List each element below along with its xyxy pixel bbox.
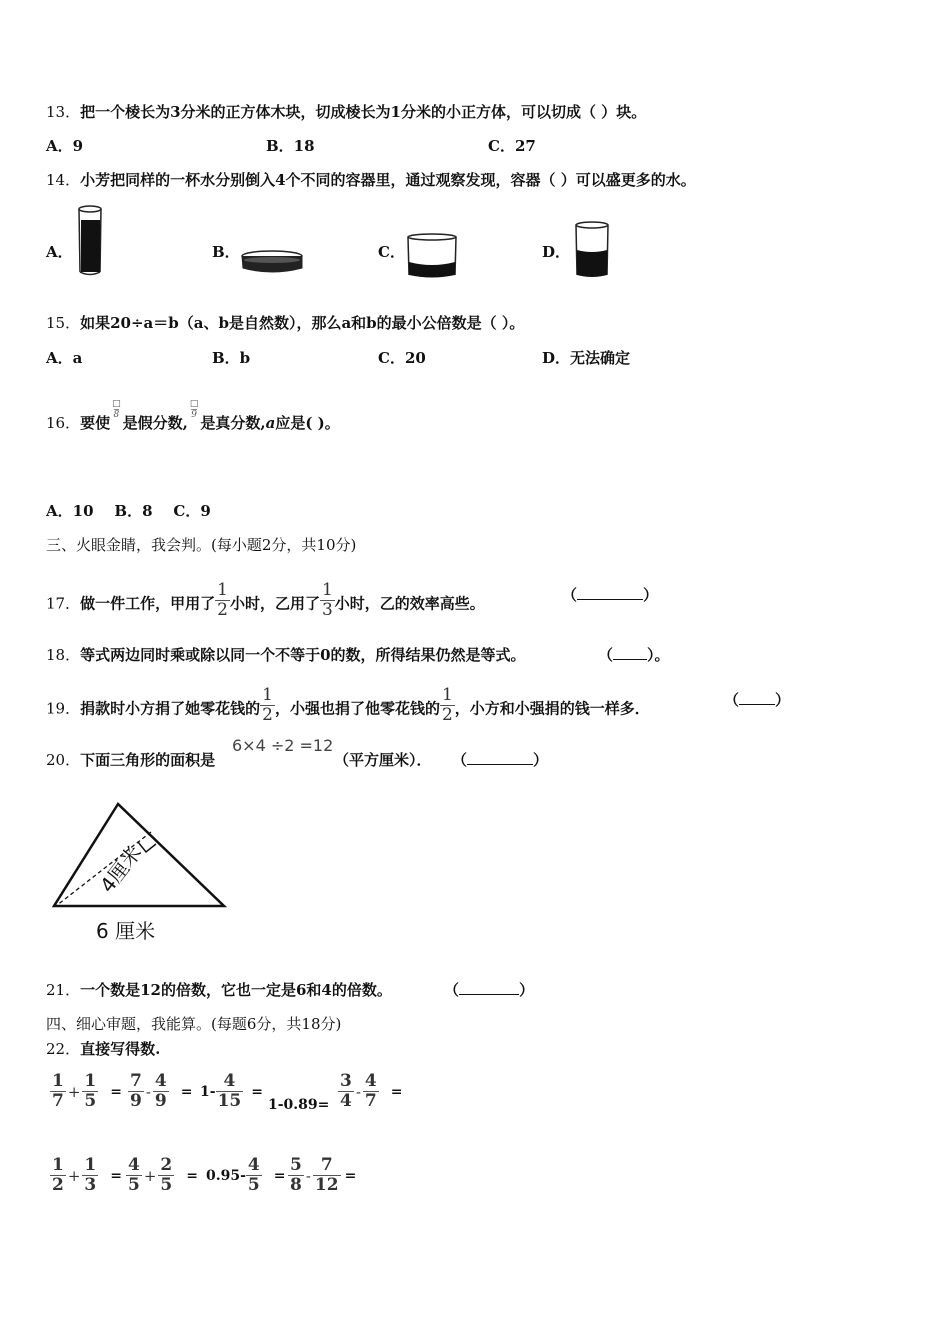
paren-close: ） (775, 691, 791, 709)
section-4-title: 四、细心审题，我能算。(每题6分，共18分) (46, 1015, 342, 1033)
expression-prefix: 0.95- (206, 1167, 246, 1184)
calc-expression[interactable] (200, 1072, 263, 1111)
question-21 (46, 980, 392, 1000)
blank-line[interactable] (577, 585, 643, 600)
blank-line[interactable] (459, 980, 519, 995)
question-20 (46, 750, 215, 770)
question-text-part: 下面三角形的面积是 (80, 751, 216, 769)
equals-sign: = (110, 1083, 122, 1100)
blank-line[interactable] (613, 645, 647, 660)
blank-line[interactable] (467, 750, 533, 765)
paren-open: （ (598, 646, 614, 664)
answer-blank[interactable] (452, 750, 548, 770)
fraction-denominator: 9 (191, 410, 197, 420)
fraction-denominator: 5 (128, 1175, 140, 1195)
question-text-part: 小时，乙的效率高些。 (334, 594, 485, 613)
question-13 (46, 102, 646, 122)
question-text-part: 小时，乙用了 (229, 594, 320, 613)
equals-sign: = (390, 1083, 403, 1100)
fraction (153, 1072, 169, 1111)
blank-line[interactable] (739, 690, 775, 705)
calc-expression[interactable] (50, 1156, 122, 1195)
area-formula: 6×4 ÷2 =12 (232, 736, 334, 755)
equals-sign: = (180, 1083, 193, 1100)
fraction-denominator: 2 (262, 705, 273, 725)
flat-dish-container-image (240, 248, 306, 276)
fraction-denominator: 3 (84, 1175, 97, 1195)
operator: + (67, 1166, 81, 1185)
right-angle-mark (138, 842, 156, 852)
question-15 (46, 313, 524, 333)
fraction-over-8 (112, 399, 121, 420)
fraction (158, 1156, 174, 1195)
question-number: 20． (46, 751, 81, 769)
question-text-part: 应是( )。 (275, 414, 340, 432)
option-d[interactable]: D． (542, 243, 571, 261)
option-c[interactable]: C．20 (378, 349, 426, 367)
fraction (338, 1072, 354, 1111)
question-17 (46, 580, 485, 624)
fraction (50, 1072, 66, 1111)
fraction-numerator: 1 (84, 1071, 97, 1091)
fraction (246, 1156, 262, 1195)
fraction-denominator: 5 (247, 1175, 260, 1195)
fraction (216, 1072, 244, 1111)
fraction-denominator: 12 (314, 1175, 339, 1195)
equals-sign: = (251, 1083, 263, 1100)
question-22 (46, 1039, 160, 1059)
question-number: 22． (46, 1040, 81, 1058)
option-a[interactable]: A．9 (46, 137, 84, 155)
fraction-numerator: 1 (441, 685, 453, 705)
paren-open: （ (562, 586, 578, 604)
fraction-numerator: 5 (290, 1155, 302, 1175)
calc-expression[interactable] (50, 1072, 122, 1111)
question-text-part: 是真分数, (200, 414, 266, 432)
question-number: 18． (46, 646, 81, 664)
fraction (128, 1072, 144, 1111)
options-row[interactable]: A．10 B．8 C．9 (46, 502, 211, 520)
fraction-numerator: 4 (154, 1071, 167, 1091)
fraction-one-third (320, 581, 335, 620)
fraction-denominator: 9 (130, 1091, 142, 1111)
tall-thin-container-image (76, 204, 106, 276)
option-d[interactable]: D．无法确定 (542, 349, 631, 367)
fraction-numerator: 4 (223, 1071, 236, 1091)
fraction-numerator: 7 (130, 1071, 142, 1091)
fraction (363, 1072, 379, 1111)
fraction-denominator: 7 (52, 1091, 64, 1111)
option-c[interactable]: C．27 (488, 137, 536, 155)
section-3-title: 三、火眼金睛，我会判。(每小题2分，共10分) (46, 536, 357, 554)
calc-expression[interactable] (288, 1156, 356, 1195)
question-19 (46, 685, 650, 729)
operator: - (145, 1082, 151, 1101)
answer-blank[interactable] (724, 690, 790, 710)
unit-text: （平方厘米）． (334, 751, 432, 769)
question-text: 把一个棱长为3分米的正方体木块，切成棱长为1分米的小正方体，可以切成（ ）块。 (80, 103, 647, 121)
operator: + (67, 1082, 81, 1101)
fraction-denominator: 8 (113, 410, 120, 420)
operator: - (355, 1082, 361, 1101)
paren-open: （ (452, 751, 468, 769)
fraction-denominator: 2 (52, 1175, 64, 1195)
operator: - (305, 1166, 311, 1185)
equals-sign: = (344, 1167, 357, 1184)
fraction-numerator: 1 (52, 1155, 64, 1175)
fraction (82, 1072, 98, 1111)
question-number: 21． (46, 981, 81, 999)
question-number: 14． (46, 171, 81, 189)
medium-container-image (572, 220, 612, 280)
question-number: 15． (46, 314, 81, 332)
fraction-denominator: 2 (441, 705, 453, 725)
equals-sign: = (186, 1167, 198, 1184)
question-text-part: 捐款时小方捐了她零花钱的 (80, 699, 261, 718)
option-a[interactable]: A． (46, 243, 73, 261)
question-14 (46, 170, 696, 190)
operator: + (143, 1166, 157, 1185)
option-b[interactable]: B．18 (266, 137, 315, 155)
answer-blank[interactable] (562, 585, 658, 605)
expression-prefix: 1- (200, 1083, 216, 1100)
calc-expression[interactable] (338, 1072, 403, 1111)
paren-close: ）。 (647, 646, 670, 664)
fraction-numerator: 4 (364, 1071, 377, 1091)
answer-blank[interactable] (444, 980, 534, 1000)
option-a[interactable]: A．a (46, 349, 83, 367)
fraction-numerator: 1 (321, 580, 333, 600)
base-label: 6 厘米 (96, 919, 156, 943)
fraction-one-half (440, 686, 455, 725)
question-text: 等式两边同时乘或除以同一个不等于0的数，所得结果仍然是等式。 (80, 646, 526, 664)
fraction-denominator: 9 (154, 1091, 167, 1111)
equals-sign: = (110, 1167, 122, 1184)
fraction (82, 1156, 98, 1195)
fraction-numerator: 1 (262, 685, 273, 705)
question-text: 一个数是12的倍数，它也一定是6和4的倍数。 (80, 981, 392, 999)
fraction-numerator: 1 (52, 1071, 64, 1091)
fraction-denominator: 2 (217, 600, 228, 620)
calc-expression[interactable] (126, 1156, 198, 1195)
fraction-denominator: 15 (217, 1091, 242, 1111)
fraction-denominator: 7 (364, 1091, 377, 1111)
answer-blank[interactable] (598, 645, 670, 665)
paren-close: ） (643, 586, 659, 604)
paren-open: （ (724, 691, 740, 709)
height-label: 4厘米 (95, 840, 147, 898)
calc-expression[interactable] (128, 1072, 193, 1111)
question-text-part: 做一件工作，甲用了 (80, 594, 216, 613)
option-b[interactable]: B． (212, 243, 240, 261)
fraction-one-half (260, 686, 275, 725)
fraction-one-half (215, 581, 230, 620)
triangle-figure (48, 798, 232, 948)
question-text-part: 要使 (80, 414, 111, 432)
paren-close: ） (519, 981, 535, 999)
question-text-part: ，小强也捐了他零花钱的 (274, 699, 440, 718)
fraction (313, 1156, 341, 1195)
question-text-part (334, 750, 432, 770)
question-text: 如果20÷a＝b（a、b是自然数），那么a和b的最小公倍数是（ ）。 (80, 314, 525, 332)
fraction (288, 1156, 304, 1195)
question-text-part: 是假分数, (122, 414, 188, 432)
option-b[interactable]: B．b (212, 349, 251, 367)
fraction-numerator: 1 (84, 1155, 97, 1175)
fraction-numerator: 7 (320, 1155, 333, 1175)
paren-open: （ (444, 981, 460, 999)
question-18 (46, 645, 526, 665)
wide-container-image (404, 232, 460, 280)
calc-expression[interactable] (206, 1156, 286, 1195)
paren-close: ） (533, 751, 549, 769)
expression-text: 1-0.89= (268, 1097, 330, 1113)
fraction-numerator: □ (189, 399, 199, 409)
fraction-numerator: 3 (340, 1071, 352, 1091)
fraction-denominator: 4 (340, 1091, 352, 1111)
fraction-numerator: 4 (128, 1155, 140, 1175)
fraction-denominator: 8 (290, 1175, 302, 1195)
question-16 (46, 399, 340, 442)
question-number: 13． (46, 103, 81, 121)
fraction (126, 1156, 142, 1195)
question-number: 16． (46, 414, 81, 432)
fraction-numerator: 2 (160, 1155, 173, 1175)
height-line (56, 832, 151, 906)
fraction (50, 1156, 66, 1195)
fraction-denominator: 5 (160, 1175, 173, 1195)
fraction-over-9 (190, 399, 199, 420)
variable-a: a (265, 414, 276, 432)
question-text-part: ，小方和小强捐的钱一样多． (454, 699, 650, 718)
fraction-numerator: □ (112, 399, 121, 409)
fraction-denominator: 3 (321, 600, 333, 620)
fraction-numerator: 4 (247, 1155, 260, 1175)
question-number: 19． (46, 699, 81, 718)
question-text: 小芳把同样的一杯水分别倒入4个不同的容器里，通过观察发现，容器（ ）可以盛更多的水。 (80, 171, 696, 189)
fraction-denominator: 5 (84, 1091, 97, 1111)
question-text: 直接写得数. (80, 1040, 161, 1058)
question-number: 17． (46, 594, 81, 613)
option-c[interactable]: C． (378, 243, 405, 261)
equals-sign: = (273, 1167, 286, 1184)
fraction-numerator: 1 (217, 580, 228, 600)
calc-expression[interactable] (268, 1097, 329, 1113)
